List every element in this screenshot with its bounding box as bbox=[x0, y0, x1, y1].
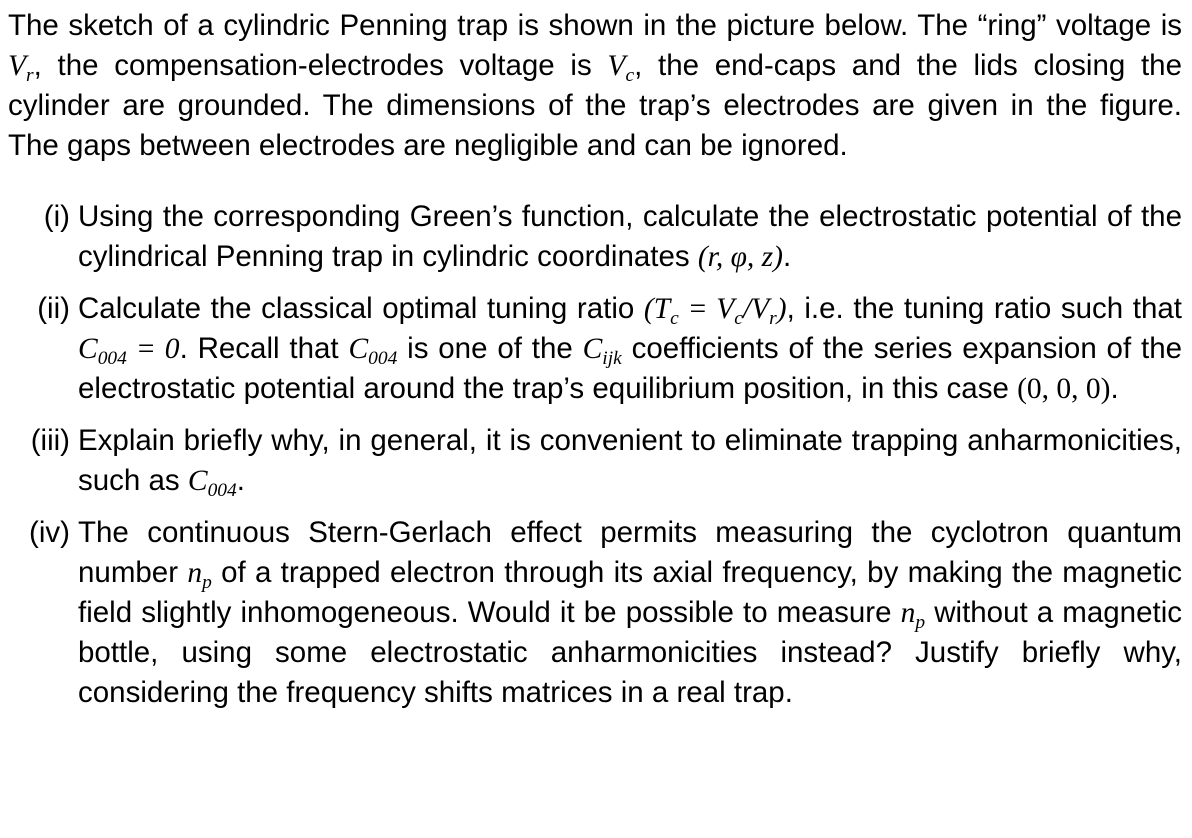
question-label: (i) bbox=[43, 200, 70, 233]
math-np: $n_p$ bbox=[187, 557, 212, 593]
math-c004: $C_{004} = 0$ bbox=[78, 333, 180, 369]
math-c004: $C_{004}$ bbox=[187, 465, 237, 501]
question-item-iv bbox=[8, 513, 1182, 713]
math-origin: (0, 0, 0) bbox=[1017, 373, 1111, 405]
math-tuning-ratio: $(T_c = V_c/V_r)$ bbox=[643, 293, 787, 329]
math-c004: $C_{004}$ bbox=[348, 333, 398, 369]
math-ring-voltage: $V_r$ bbox=[8, 50, 34, 86]
math-cijk: $C_{ijk}$ bbox=[582, 333, 622, 369]
question-text: Calculate the classical optimal tuning ratio $(T_c = V_c/V_r)$, i.e. the tuning ratio such that $C_{004} = 0$. Recall that $C_{004}$ is one of the $C_{ijk}$ coefficients of the series expansion of the electrostatic potential around the trap’s equilibrium position, in this case (0, 0, 0). bbox=[78, 292, 1183, 405]
question-text: The continuous Stern-Gerlach effect permits measuring the cyclotron quantum number $n_p$ of a trapped electron through its axial frequency, by making the magnetic field slightly inhomogeneous. Would it be possible to measure $n_p$ without a magnetic bottle, using some electrostatic anharmonicities instead? Justify briefly why, considering the frequency shifts matrices in a real trap. bbox=[78, 516, 1182, 709]
question-list bbox=[8, 197, 1182, 713]
question-label: (iv) bbox=[29, 516, 70, 549]
question-item-iii bbox=[8, 421, 1182, 501]
question-label: (ii) bbox=[37, 292, 70, 325]
problem-statement bbox=[8, 6, 1182, 725]
question-item-i bbox=[8, 197, 1182, 277]
intro-text: , the end-caps and the lids closing the cylinder are grounded. The dimensions of the trap’s electrodes are given in the figure. The gaps between electrodes are negligible and can be ignored. bbox=[8, 49, 1182, 162]
math-coordinates: (r, φ, z) bbox=[697, 241, 783, 273]
question-text: Using the corresponding Green’s function, calculate the electrostatic potential of the cylindrical Penning trap in cylindric coordinates (r, φ, z). bbox=[78, 200, 1182, 273]
question-label: (iii) bbox=[30, 424, 70, 457]
math-compensation-voltage: $V_c$ bbox=[607, 50, 635, 86]
question-text: Explain briefly why, in general, it is convenient to eliminate trapping anharmonicities, such as $C_{004}$. bbox=[78, 424, 1182, 501]
intro-text: , the compensation-electrodes voltage is bbox=[33, 49, 608, 82]
intro-paragraph bbox=[8, 6, 1182, 166]
math-np: $n_p$ bbox=[900, 597, 926, 633]
question-item-ii bbox=[8, 289, 1182, 409]
intro-text: The sketch of a cylindric Penning trap is shown in the picture below. The “ring” voltage is bbox=[8, 9, 1182, 42]
